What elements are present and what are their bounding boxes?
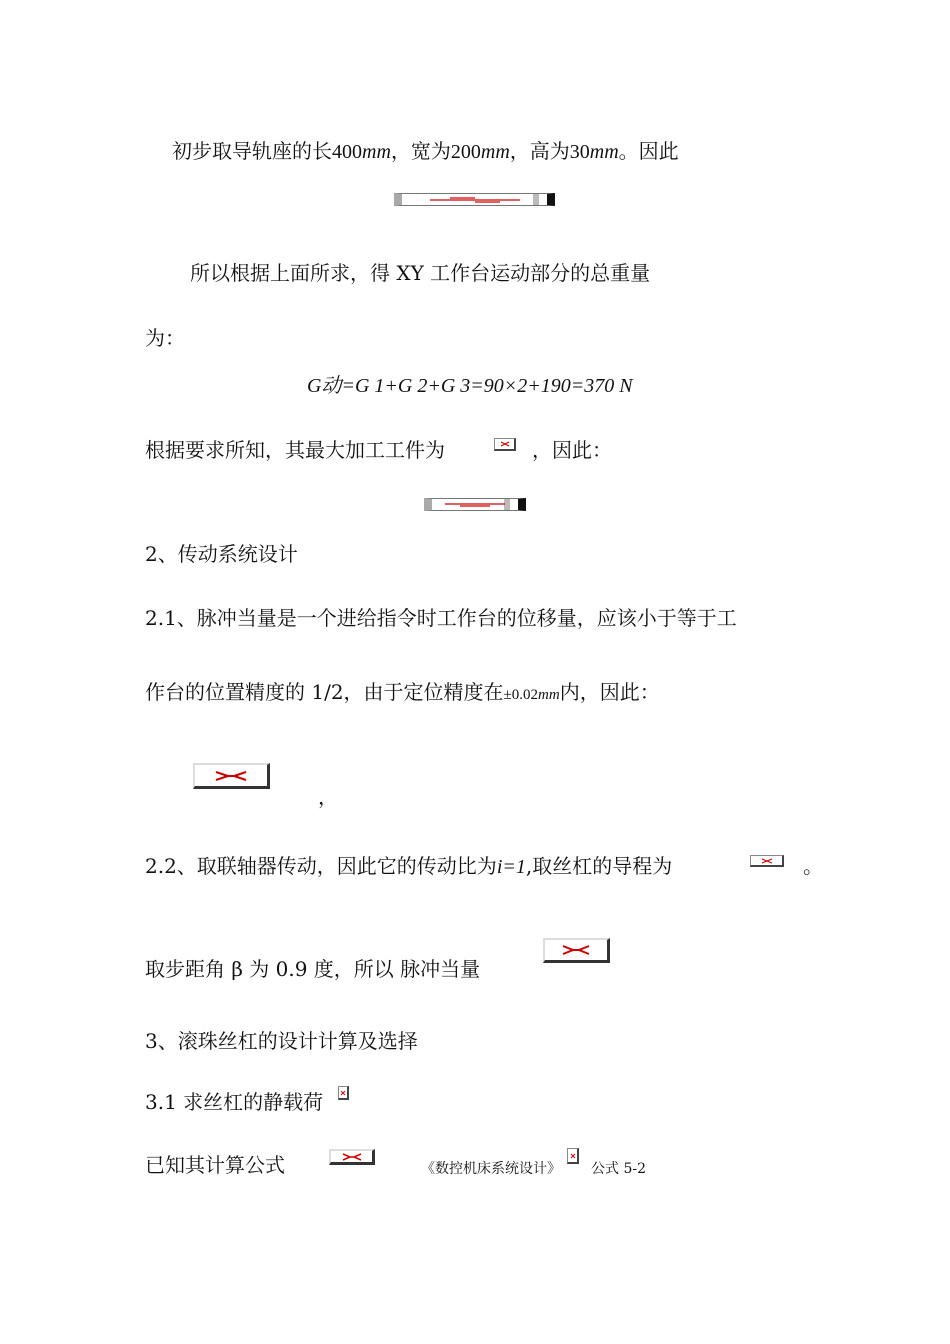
value-precision: ±0.02 [503,687,539,703]
comma-line [318,784,338,810]
text-formula-number: 公式 5-2 [591,1161,646,1177]
text-width: ，宽为 [390,139,451,163]
paragraph-static-load [145,1089,323,1115]
broken-image-icon [329,1149,375,1165]
broken-image-mark [340,1090,346,1096]
reference-book [421,1156,561,1182]
text-therefore-colon: 内，因此： [559,680,660,704]
text-step-angle: 取步距角 β 为 0.9 度，所以 脉冲当量 [145,957,481,981]
broken-image-mark [760,858,774,864]
paragraph-formula [145,1152,285,1178]
broken-image-icon [193,763,270,789]
broken-image-icon [543,938,610,963]
equation-total-weight [307,373,633,399]
paragraph-position-precision [145,679,660,708]
value-length: 400 [332,141,362,163]
value-width: 200 [450,141,481,163]
unit-mm: mm [589,141,619,163]
unit-mm: mm [362,141,391,163]
broken-image-icon [567,1148,579,1164]
broken-image-icon [494,438,516,451]
formula-ratio: i=1 [496,856,526,878]
text-therefore: 。因此 [618,139,679,163]
broken-image-mark [570,1153,576,1159]
unit-mm: mm [480,141,510,163]
paragraph-coupling [145,853,672,880]
text-formula: 已知其计算公式 [145,1153,285,1177]
paragraph-guide-rail-dimensions [172,138,679,165]
period-wrap [803,853,823,879]
text-pulse-equivalent: 2.1、脉冲当量是一个进给指令时工作台的位移量，应该小于等于工 [145,606,737,630]
period-text: 。 [803,854,823,878]
paragraph-step-angle [145,956,480,982]
paragraph-weight-is [145,325,185,351]
text-static-load: 3.1 求丝杠的静载荷 [145,1090,324,1114]
broken-image-mark [430,197,520,203]
heading-transmission-design [145,541,298,567]
text-coupling: 2.2、取联轴器传动，因此它的传动比为 [145,854,497,878]
broken-image-icon [750,855,784,867]
paragraph-max-workpiece [145,437,445,463]
text-is: 为： [145,326,185,350]
broken-image-mark [561,944,591,956]
heading-text: 2、传动系统设计 [145,542,298,566]
unit-mm: mm [538,687,560,703]
broken-image-icon [338,1086,349,1100]
paragraph-total-weight [190,260,650,286]
text-height: ，高为 [509,139,570,163]
broken-image-icon [424,498,526,511]
text-lead: ,取丝杠的导程为 [525,854,673,878]
broken-image-mark [341,1153,363,1161]
heading-text: 3、滚珠丝杠的设计计算及选择 [145,1029,418,1053]
text-therefore-colon: ，因此： [532,438,612,462]
broken-image-icon [394,193,555,206]
equation-text: G动=G 1+G 2+G 3=90×2+190=370 N [307,375,633,397]
reference-formula-number [591,1156,646,1182]
paragraph-pulse-equivalent [145,605,737,631]
broken-image-mark [445,502,505,508]
heading-ball-screw [145,1028,418,1054]
broken-image-mark [214,770,248,782]
broken-image-mark [500,441,510,447]
comma-text: ， [318,785,338,809]
text-book-title: 《数控机床系统设计》 [421,1161,561,1177]
text-total-weight: 所以根据上面所求，得 XY 工作台运动部分的总重量 [190,261,651,285]
text-precision: 作台的位置精度的 1/2，由于定位精度在 [145,680,504,704]
text-guide-rail-length: 初步取导轨座的长 [172,139,332,163]
text-therefore-colon-wrap [532,437,612,463]
text-max-workpiece: 根据要求所知，其最大加工工件为 [145,438,445,462]
value-height: 30 [569,141,590,163]
